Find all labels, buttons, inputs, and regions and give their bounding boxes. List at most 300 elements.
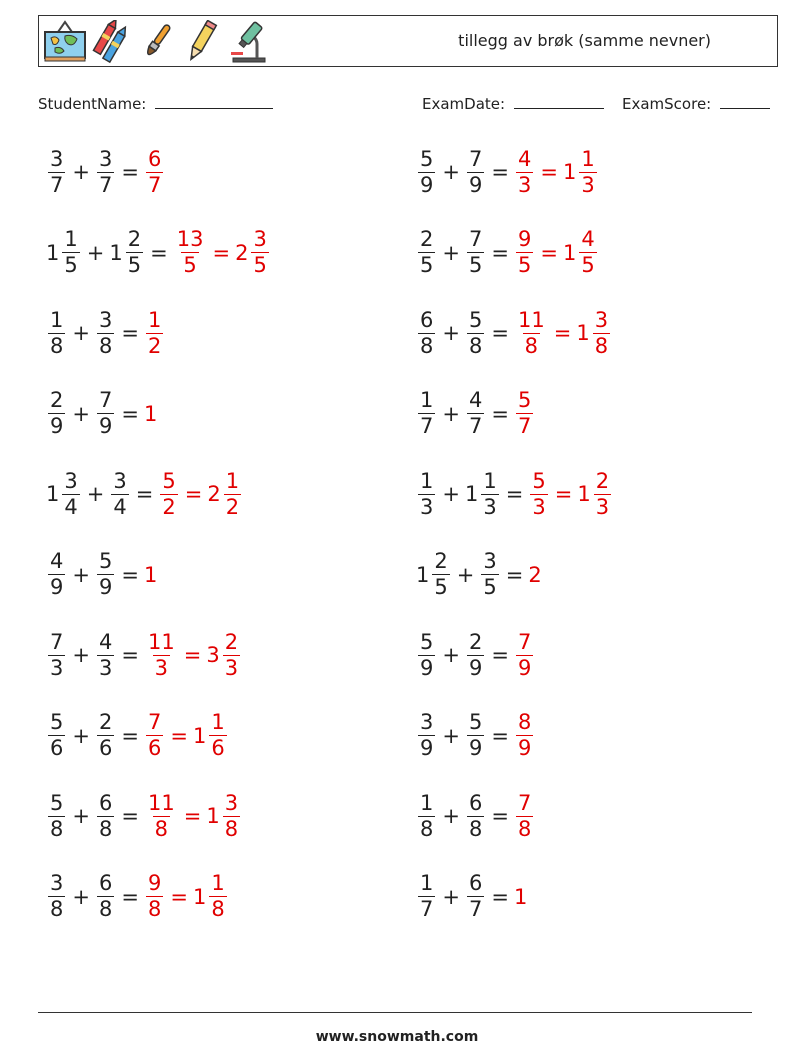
answer-whole: 1	[143, 562, 158, 587]
term-fraction	[481, 549, 498, 600]
answer-whole: 1	[192, 723, 207, 748]
term-denominator: 4	[64, 494, 78, 519]
answer-whole: 1	[562, 160, 577, 184]
term-fraction	[467, 871, 484, 922]
term-fraction	[97, 630, 114, 681]
answer	[514, 885, 528, 909]
term-fraction	[418, 791, 435, 842]
term-denominator: 9	[98, 414, 113, 438]
term-denominator: 5	[483, 575, 497, 599]
term-fraction	[418, 147, 435, 198]
term-denominator: 8	[50, 333, 64, 358]
term-fraction	[62, 469, 79, 520]
term-denominator: 9	[420, 655, 434, 680]
term-whole: 1	[464, 482, 479, 506]
term-fraction	[111, 469, 128, 520]
answer-numerator: 7	[517, 629, 532, 654]
answer-denominator: 9	[517, 736, 532, 760]
term-fraction	[418, 227, 435, 278]
plus-sign: +	[442, 160, 460, 184]
microscope-icon	[227, 20, 271, 64]
pencil-icon	[183, 20, 219, 64]
plus-sign: +	[442, 643, 460, 667]
answer-numerator: 2	[595, 468, 610, 493]
term-numerator: 3	[50, 871, 64, 895]
term-denominator: 5	[434, 575, 448, 599]
answer-numerator: 1	[581, 146, 595, 171]
answer-whole: 1	[143, 401, 158, 426]
term-fraction	[97, 549, 114, 600]
plus-sign: +	[72, 160, 90, 184]
answer-fraction	[516, 630, 533, 681]
term-numerator: 5	[50, 710, 64, 734]
term-denominator: 3	[50, 655, 64, 680]
term-denominator: 5	[64, 253, 78, 277]
term-denominator: 8	[98, 816, 113, 841]
answer-denominator: 2	[162, 494, 176, 519]
term-fraction	[467, 710, 484, 761]
answer-denominator: 5	[517, 253, 532, 277]
equals-sign: =	[121, 643, 139, 667]
answer-denominator: 3	[154, 655, 169, 680]
problem-17	[46, 781, 242, 851]
answer	[144, 871, 229, 922]
equals-sign: =	[121, 884, 139, 909]
answer-numerator: 13	[176, 227, 204, 251]
plus-sign: +	[72, 723, 90, 748]
answer-fraction	[593, 308, 610, 359]
answer-whole: 2	[528, 562, 542, 587]
term-denominator: 8	[98, 333, 113, 358]
term-fraction	[467, 308, 484, 359]
term-fraction	[48, 630, 65, 681]
plus-sign: +	[442, 240, 460, 265]
term-whole: 1	[46, 240, 60, 265]
term-fraction	[97, 791, 114, 842]
equals-sign: =	[491, 884, 509, 909]
term-denominator: 3	[483, 494, 497, 519]
student-name-field	[38, 94, 273, 113]
answer-numerator: 1	[225, 468, 240, 493]
term-fraction	[97, 710, 114, 761]
answer-denominator: 8	[594, 333, 609, 358]
answer	[144, 308, 165, 359]
term-numerator: 6	[468, 790, 483, 815]
term-fraction	[432, 549, 449, 600]
term-fraction	[97, 871, 114, 922]
equals-sign: =	[491, 804, 509, 828]
answer-fraction	[146, 308, 163, 359]
answer-denominator: 8	[154, 816, 169, 841]
answer-numerator: 11	[147, 629, 175, 654]
answer-denominator: 2	[225, 494, 240, 519]
answer-numerator: 11	[517, 307, 545, 332]
equals-sign: =	[121, 804, 139, 828]
plus-sign: +	[72, 321, 90, 345]
problem-11	[46, 540, 158, 610]
answer-numerator: 3	[224, 790, 239, 815]
exam-score-blank[interactable]	[720, 94, 770, 109]
plus-sign: +	[72, 804, 90, 828]
answer	[514, 791, 535, 842]
answer-fraction	[594, 469, 611, 520]
equals-sign: =	[491, 321, 509, 345]
answer-equals-sign: =	[170, 723, 188, 748]
term-fraction	[418, 388, 435, 439]
answer-denominator: 5	[581, 253, 595, 277]
term-fraction	[97, 388, 114, 439]
plus-sign: +	[86, 482, 105, 506]
problem-14	[416, 620, 535, 690]
plus-sign: +	[442, 804, 460, 828]
answer-fraction	[175, 227, 206, 278]
answer-fraction	[146, 871, 163, 922]
equals-sign: =	[491, 160, 509, 184]
term-fraction	[48, 308, 65, 359]
answer-fraction	[516, 147, 533, 198]
equals-sign: =	[135, 482, 154, 506]
plus-sign: +	[442, 723, 460, 748]
term-fraction	[48, 388, 65, 439]
term-fraction	[418, 710, 435, 761]
answer-denominator: 7	[517, 414, 532, 438]
term-denominator: 5	[127, 253, 142, 277]
equals-sign: =	[121, 723, 139, 748]
term-whole: 1	[416, 562, 430, 587]
answer	[514, 388, 535, 439]
term-numerator: 3	[64, 468, 78, 493]
answer	[144, 402, 158, 426]
problem-7	[46, 379, 158, 449]
answer-fraction	[209, 710, 226, 761]
answer-whole: 1	[192, 884, 207, 909]
exam-date-field	[422, 94, 604, 113]
answer-denominator: 3	[224, 655, 239, 680]
problem-6	[416, 298, 612, 368]
term-denominator: 7	[98, 172, 113, 197]
answer-numerator: 3	[253, 227, 267, 251]
map-board-icon	[43, 20, 87, 64]
equals-sign: =	[505, 482, 524, 506]
problem-10	[416, 459, 613, 529]
answer-fraction	[579, 227, 596, 278]
problem-13	[46, 620, 242, 690]
term-numerator: 2	[98, 710, 113, 734]
answer-fraction	[516, 227, 533, 278]
problem-4	[416, 218, 599, 288]
term-numerator: 2	[468, 629, 483, 654]
answer-numerator: 11	[147, 790, 175, 815]
term-denominator: 3	[420, 494, 434, 519]
answer-whole: 1	[562, 240, 577, 265]
term-numerator: 4	[468, 388, 483, 412]
answer-numerator: 8	[517, 710, 532, 734]
term-denominator: 6	[50, 736, 64, 760]
answer-denominator: 3	[581, 172, 595, 197]
answer-numerator: 1	[147, 307, 162, 332]
answer-fraction	[530, 469, 547, 520]
footer-divider	[38, 1012, 752, 1013]
equals-sign: =	[121, 321, 139, 345]
equals-sign: =	[491, 401, 509, 426]
answer-fraction	[516, 791, 533, 842]
term-fraction	[48, 871, 65, 922]
answer-equals-sign: =	[184, 482, 203, 506]
answer-fraction	[209, 871, 226, 922]
term-numerator: 1	[420, 468, 434, 493]
term-denominator: 9	[420, 172, 434, 197]
answer-numerator: 9	[517, 227, 532, 251]
answer-numerator: 4	[581, 227, 595, 251]
problem-18	[416, 781, 535, 851]
answer-fraction	[224, 469, 241, 520]
crayons-icon	[91, 20, 131, 64]
answer	[173, 227, 271, 278]
term-numerator: 6	[420, 307, 434, 332]
term-numerator: 3	[483, 549, 497, 573]
answer-denominator: 6	[147, 736, 162, 760]
term-fraction	[467, 388, 484, 439]
term-denominator: 7	[468, 414, 483, 438]
answer-denominator: 9	[517, 655, 532, 680]
answer-fraction	[579, 147, 596, 198]
answer-fraction	[516, 388, 533, 439]
answer	[144, 710, 229, 761]
answer-numerator: 1	[211, 871, 225, 895]
term-denominator: 9	[468, 172, 483, 197]
student-name-label: StudentName:	[38, 95, 147, 113]
answer-equals-sign: =	[540, 240, 558, 265]
problem-8	[416, 379, 535, 449]
answer-equals-sign: =	[554, 482, 573, 506]
problem-16	[416, 701, 535, 771]
plus-sign: +	[72, 643, 90, 667]
term-numerator: 4	[50, 549, 64, 573]
answer	[514, 227, 599, 278]
term-denominator: 8	[468, 816, 483, 841]
answer-denominator: 3	[532, 494, 546, 519]
answer-equals-sign: =	[540, 160, 558, 184]
answer-numerator: 7	[147, 710, 162, 734]
term-fraction	[48, 549, 65, 600]
answer-denominator: 6	[211, 736, 225, 760]
answer	[514, 147, 599, 198]
answer	[158, 469, 243, 520]
term-denominator: 8	[468, 333, 483, 358]
equals-sign: =	[150, 240, 168, 265]
answer-fraction	[146, 630, 177, 681]
plus-sign: +	[442, 321, 460, 345]
answer-denominator: 7	[147, 172, 162, 197]
equals-sign: =	[491, 643, 509, 667]
term-fraction	[418, 308, 435, 359]
answer	[144, 791, 242, 842]
term-numerator: 3	[50, 146, 64, 171]
answer-denominator: 8	[224, 816, 239, 841]
term-fraction	[97, 308, 114, 359]
term-numerator: 7	[468, 146, 483, 171]
term-denominator: 6	[98, 736, 113, 760]
answer-denominator: 8	[524, 333, 539, 358]
plus-sign: +	[72, 884, 90, 909]
answer	[144, 147, 165, 198]
term-numerator: 3	[420, 710, 434, 734]
term-denominator: 9	[468, 655, 483, 680]
student-name-blank[interactable]	[155, 94, 273, 109]
answer-fraction	[146, 791, 177, 842]
answer-fraction	[251, 227, 268, 278]
answer-numerator: 5	[532, 468, 546, 493]
answer	[144, 563, 158, 587]
term-numerator: 1	[420, 871, 434, 895]
answer-equals-sign: =	[212, 240, 231, 265]
answer	[514, 308, 612, 359]
problem-3	[46, 218, 271, 288]
term-numerator: 2	[420, 227, 434, 251]
term-denominator: 7	[50, 172, 64, 197]
term-denominator: 8	[50, 897, 64, 921]
term-numerator: 6	[468, 871, 483, 895]
term-numerator: 5	[420, 629, 434, 654]
term-numerator: 2	[434, 549, 448, 573]
term-denominator: 5	[420, 253, 434, 277]
term-numerator: 1	[64, 227, 78, 251]
term-denominator: 8	[50, 816, 64, 841]
term-denominator: 4	[113, 494, 127, 519]
plus-sign: +	[442, 482, 460, 506]
answer	[528, 563, 542, 587]
answer-numerator: 7	[517, 790, 532, 815]
footer-url: www.snowmath.com	[315, 1029, 479, 1045]
term-numerator: 6	[98, 871, 113, 895]
answer	[528, 469, 613, 520]
answer	[514, 710, 535, 761]
term-fraction	[467, 147, 484, 198]
term-fraction	[467, 630, 484, 681]
answer-whole: 3	[206, 643, 220, 667]
term-denominator: 8	[98, 897, 113, 921]
term-numerator: 7	[98, 388, 113, 412]
answer-fraction	[160, 469, 177, 520]
term-whole: 1	[46, 482, 60, 506]
term-denominator: 3	[98, 655, 113, 680]
term-fraction	[467, 791, 484, 842]
answer-whole: 1	[577, 482, 591, 506]
problem-5	[46, 298, 165, 368]
problem-19	[46, 862, 229, 932]
term-fraction	[481, 469, 498, 520]
answer-fraction	[146, 147, 163, 198]
term-denominator: 9	[50, 414, 64, 438]
term-numerator: 1	[420, 790, 434, 815]
term-numerator: 2	[127, 227, 142, 251]
answer-whole: 1	[206, 804, 220, 828]
equals-sign: =	[491, 240, 509, 265]
term-fraction	[97, 147, 114, 198]
term-numerator: 7	[468, 227, 483, 251]
answer-denominator: 3	[517, 172, 532, 197]
term-fraction	[126, 227, 143, 278]
answer-numerator: 5	[517, 388, 532, 412]
problem-15	[46, 701, 229, 771]
answer-denominator: 5	[183, 253, 197, 277]
term-denominator: 7	[420, 414, 434, 438]
term-fraction	[418, 871, 435, 922]
exam-date-blank[interactable]	[514, 94, 604, 109]
term-denominator: 9	[468, 736, 483, 760]
answer-fraction	[516, 710, 533, 761]
answer-denominator: 8	[147, 897, 162, 921]
problem-9	[46, 459, 243, 529]
problem-12	[416, 540, 543, 610]
plus-sign: +	[442, 884, 460, 909]
plus-sign: +	[456, 562, 475, 587]
term-numerator: 5	[98, 549, 113, 573]
answer-numerator: 4	[517, 146, 532, 171]
equals-sign: =	[121, 160, 139, 184]
term-denominator: 8	[420, 816, 434, 841]
problem-2	[416, 137, 599, 207]
term-fraction	[48, 147, 65, 198]
term-denominator: 8	[420, 333, 434, 358]
paintbrush-icon	[139, 20, 175, 64]
term-fraction	[48, 710, 65, 761]
worksheet-title: tillegg av brøk (samme nevner)	[458, 31, 711, 50]
equals-sign: =	[505, 562, 524, 587]
term-numerator: 7	[50, 629, 64, 654]
answer-equals-sign: =	[183, 643, 202, 667]
term-numerator: 1	[483, 468, 497, 493]
problem-20	[416, 862, 528, 932]
answer-denominator: 3	[595, 494, 610, 519]
term-numerator: 1	[50, 307, 64, 332]
answer-denominator: 5	[253, 253, 267, 277]
term-numerator: 5	[420, 146, 434, 171]
term-numerator: 3	[98, 307, 113, 332]
term-whole: 1	[109, 240, 123, 265]
term-numerator: 5	[468, 307, 483, 332]
term-denominator: 9	[98, 575, 113, 599]
term-fraction	[62, 227, 79, 278]
term-fraction	[467, 227, 484, 278]
answer-equals-sign: =	[170, 884, 188, 909]
term-denominator: 5	[468, 253, 483, 277]
answer-equals-sign: =	[553, 321, 572, 345]
equals-sign: =	[121, 562, 139, 587]
problem-1	[46, 137, 165, 207]
answer-whole: 2	[235, 240, 249, 265]
term-numerator: 4	[98, 629, 113, 654]
term-denominator: 7	[468, 897, 483, 921]
term-numerator: 1	[420, 388, 434, 412]
answer-denominator: 2	[147, 333, 162, 358]
exam-score-field	[622, 94, 770, 113]
exam-score-label: ExamScore:	[622, 95, 712, 113]
term-denominator: 9	[50, 575, 64, 599]
equals-sign: =	[491, 723, 509, 748]
answer-numerator: 1	[211, 710, 225, 734]
answer-fraction	[146, 710, 163, 761]
answer-whole: 1	[576, 321, 590, 345]
term-numerator: 6	[98, 790, 113, 815]
answer-denominator: 8	[517, 816, 532, 841]
plus-sign: +	[86, 240, 105, 265]
answer-fraction	[223, 791, 240, 842]
answer-whole: 1	[513, 884, 528, 909]
answer	[144, 630, 242, 681]
plus-sign: +	[72, 562, 90, 587]
term-numerator: 5	[50, 790, 64, 815]
